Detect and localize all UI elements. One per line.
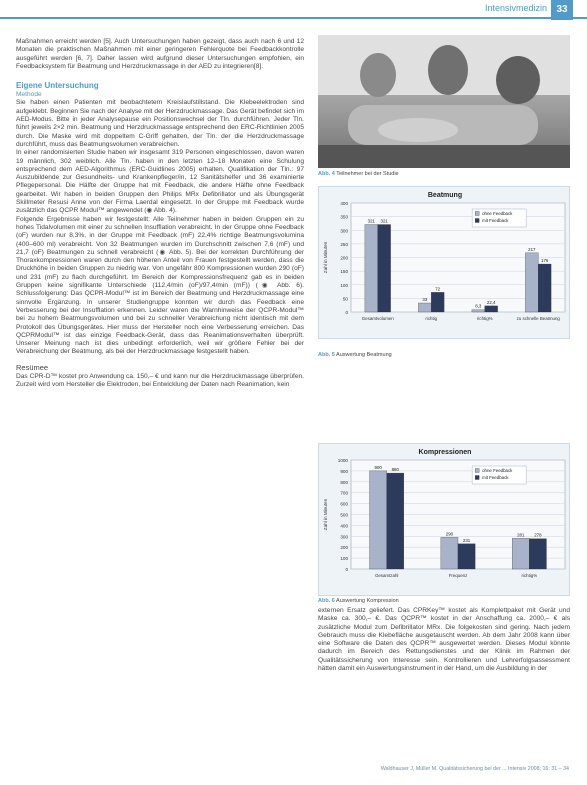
chart-kompressionen	[318, 443, 570, 596]
section-title: Intensivmedizin	[484, 3, 547, 13]
data-label: 217	[528, 246, 536, 252]
x-tick-label: richtig%	[476, 316, 493, 321]
bar-0-1	[418, 303, 431, 312]
bar-0-1	[441, 537, 458, 569]
right-paragraph: externen Ersatz geliefert. Das CPRKey™ kostet als Komplettpaket mit Gerät und Maske ca. 300,– €. Das QCPR™ kostet in der Anschaffung ca. 2000,– € als zusätzliche Modul zum Defibrillator MRx. Die folgekosten sind gering. Nach jedem Gebrauch muss die Klebefläche ausgetauscht werden. Ab dem Jahr 2008 kann über eine Software die Daten des QCPR™ ausgewertet werden. Dieses Modul könnte dadurch im Bereich des Rettungsdienstes und der Klinik im Rahmen der Qualitätssicherung von Interesse sein. Kontrollieren und Lehrerfolgsassessment hätten damit ein Auswertungsinstrument in der Hand, um die Ausbildung in der	[318, 607, 570, 673]
y-tick-label: 100	[340, 556, 348, 562]
bar-0-3	[525, 253, 538, 312]
header-rule	[0, 17, 587, 19]
y-tick-label: 1000	[337, 458, 348, 463]
chart-beatmung	[318, 186, 570, 339]
legend-swatch	[475, 219, 479, 223]
bar-1-0	[387, 473, 404, 569]
caption-text: Teilnehmer bei der Studie	[336, 171, 399, 177]
legend-swatch	[475, 212, 479, 216]
y-tick-label: 300	[340, 228, 348, 234]
y-axis-label: Zahl in Minuten	[323, 498, 328, 531]
legend-label: mit Feedback	[482, 475, 509, 480]
figure-caption-4	[318, 171, 399, 177]
resume-paragraph: Das CPR-D™ kostet pro Anwendung ca. 150,– € und kann nur die Herzdruckmassage überprüfen. Zurzeit wird vom Hersteller die Elektroden, bei Entwicklung der Daten nach Reanimation, kein	[16, 372, 304, 388]
y-tick-label: 0	[345, 310, 348, 315]
bar-1-1	[458, 544, 475, 569]
y-tick-label: 200	[340, 545, 348, 551]
bar-1-3	[538, 264, 551, 312]
bar-1-2	[485, 306, 498, 312]
bar-1-1	[431, 292, 444, 312]
legend-label: ohne Feedback	[482, 211, 513, 216]
y-tick-label: 0	[345, 567, 348, 572]
right-column	[318, 607, 570, 673]
y-tick-label: 800	[340, 479, 348, 485]
y-tick-label: 50	[342, 296, 348, 302]
y-tick-label: 300	[340, 534, 348, 540]
left-column	[16, 38, 304, 389]
chart-title: Beatmung	[427, 192, 463, 199]
bar-0-2	[472, 310, 485, 312]
caption-text: Auswertung Kompression	[336, 598, 399, 604]
data-label: 8,3	[475, 303, 482, 309]
caption-label: Abb. 6	[318, 598, 335, 604]
results-paragraph: Folgende Ergebnisse haben wir festgestellt: Alle Teilnehmer haben in beiden Gruppen ein zu hohes Tidalvolumen mit einer zu schnellen Insufflation verabreicht. In der Gruppe ohne Feedback (oF) wurden nur 8,3%, in der Gruppe mit Feedback (mF) 22,4% richtige Beatmungsvolumina (400–600 ml) verabreicht. Von 32 Beatmungen wurden im Durchschnitt zwischen 7,6 (mF) und 21,7 (oF) Beatmungen zu schnell verabreicht (◉ Abb. 5). Bei der korrekten Durchführung der Thoraxkompressionen waren durch den höheren Anteil von Frauen festgestellt werden, dass die Druckhöhe in beiden Gruppen zu niedrig war. Von ungefähr 800 Kompressionen wurden 290 (oF) und 231 (mF) zu flach durchgeführt. Im Bereich der Kompressionsfrequenz gab es in beiden Gruppen keine signifikante Unterschiede (112,4/min (oF)/97,4/min (mF)) (◉ Abb. 6). Schlussfolgerung: Das QCPR-Modul™ ist im Bereich der Beatmung und Herzdruckmassage eine sinnvolle Ergänzung. In unserer Studiengruppe konnten wir durch das Feedback eine Verbesserung bei der Insufflation erkennen. Leider waren die Warnhinweise der QCPR-Modul™ bei zu hohem Beatmungsvolumen und bei zu schneller Verabreichung nicht identisch mit dem Protokoll des Übungsgerätes. Hier muss der Hersteller noch eine Verbesserung erreichen. Das QCPRModul™ ist das einzige Feedback-Gerät, dass das Reanimationsverhalten überprüft. Unserer Meinung nach ist dies unbedingt erforderlich, weil wir größere Fehler bei der Verabreichung der Beatmung, als bei der Herzdruckmassage festgestellt haben.	[16, 215, 304, 356]
bar-0-2	[512, 538, 529, 569]
caption-text: Auswertung Beatmung	[336, 352, 392, 358]
legend-swatch	[475, 469, 479, 473]
y-axis-label: Zahl in Minuten	[323, 241, 328, 274]
x-tick-label: zu schnelle Beatmung	[516, 316, 560, 321]
y-tick-label: 250	[340, 241, 348, 247]
y-tick-label: 350	[340, 214, 348, 220]
x-tick-label: Gesamtzahl	[374, 573, 399, 578]
y-tick-label: 400	[340, 523, 348, 529]
study-photo	[318, 35, 570, 168]
data-label: 33	[422, 297, 428, 303]
data-label: 278	[534, 532, 542, 538]
data-label: 176	[541, 258, 549, 264]
data-label: 22,4	[486, 299, 496, 305]
figure-caption-6	[318, 598, 399, 604]
section-subheading: Methode	[16, 91, 42, 99]
bar-1-0	[378, 225, 391, 312]
y-tick-label: 900	[340, 468, 348, 474]
x-tick-label: richtig%	[521, 573, 538, 578]
chart-title: Kompressionen	[418, 449, 472, 456]
data-label: 231	[462, 537, 471, 543]
bar-0-0	[365, 225, 378, 312]
data-label: 321	[380, 218, 388, 224]
y-tick-label: 500	[340, 512, 348, 518]
x-tick-label: Frequenz	[448, 573, 468, 578]
data-label: 72	[435, 286, 441, 292]
bar-0-0	[370, 471, 387, 569]
data-label: 880	[391, 467, 399, 473]
x-tick-label: Gesamtvolumen	[361, 316, 394, 321]
data-label: 290	[445, 531, 454, 537]
y-tick-label: 600	[340, 501, 348, 507]
page-number: 33	[551, 0, 573, 20]
y-tick-label: 150	[340, 269, 348, 275]
intro-paragraph: Maßnahmen erreicht werden [5]. Auch Untersuchungen haben gezeigt, dass auch nach 6 und 12 Monaten die praktischen Maßnahmen mit einer geringeren Fehlerquote bei Feedbackkontrolle ausgeführt werden [6, 7]. Daher lassen wird aufgrund dieser Untersuchungen empfohlen, ein Feedbacksystem für Beatmung und Herzdruckmassage in der AED zu integrieren[8].	[16, 38, 304, 70]
figure-caption-5	[318, 352, 392, 358]
bar-1-2	[529, 539, 546, 569]
y-tick-label: 100	[340, 282, 348, 288]
footer-citation: Waldhauser J, Müller M. Qualitätssicherung bei der ... Intensiv 2008; 16: 31 – 34	[380, 766, 569, 772]
y-tick-label: 700	[340, 490, 348, 496]
study-paragraph: In einer randomisierten Studie haben wir insgesamt 319 Personen eingeschlossen, davon waren 19 männlich, 302 weiblich. Alle Tln. haben in den letzten 12–18 Monaten eine Schulung entsprechend dem AED-Algorithmus (ERC-Guidlines 2005) erhalten. Qualifikation der Tln.: 97 Auszubildende zur Gesundheits- und Krankenpfleger/in, 12 Sanitätshelfer und 36 examinierte Pflegepersonal. Die Hälfte der Gruppe hat mit Feedback, die andere Hälfte ohne Feedback gearbeitet. Wir haben in beiden Gruppen den Philips MRx Defibrillator und als Übungsgerät Skillmeter Resusi Anne von der Firma Laerdal eingesetzt. In der Gruppe mit Feedback wurde zusätzlich das QCPR Modul™ angewendet (◉ Abb. 4).	[16, 149, 304, 215]
x-tick-label: richtig	[425, 316, 438, 321]
legend-label: ohne Feedback	[482, 468, 513, 473]
caption-label: Abb. 5	[318, 352, 335, 358]
legend-swatch	[475, 476, 479, 480]
data-label: 321	[367, 218, 375, 224]
data-label: 900	[374, 464, 382, 470]
legend-label: mit Feedback	[482, 218, 509, 223]
method-paragraph: Sie haben einen Patienten mit beobachtetem Kreislaufstillstand. Die Klebeelektroden sind aufgeklebt. Beginnen Sie nach der Analyse mit der Herzdruckmassage. Das Gerät befindet sich im AED-Modus. Bitte in jeder Analysepause ein Positionswechsel der Tln. durchführen. Jeder Tln. führt jeweils 2×2 min. Beatmung und Herzdruckmassage entsprechend den ERC-Richtlinien 2005 durch. Die Maske wird mit doppeltem C-Griff gehalten, der Tln. der die Herzdruckmassage durchführt, muss das Beatmungsvolumen verabreichen.	[16, 99, 304, 148]
caption-label: Abb. 4	[318, 171, 335, 177]
data-label: 281	[517, 532, 525, 538]
resume-heading: Resümee	[16, 362, 49, 372]
y-tick-label: 400	[340, 201, 348, 206]
y-tick-label: 200	[340, 255, 348, 261]
section-heading: Eigene Untersuchung	[16, 81, 99, 91]
